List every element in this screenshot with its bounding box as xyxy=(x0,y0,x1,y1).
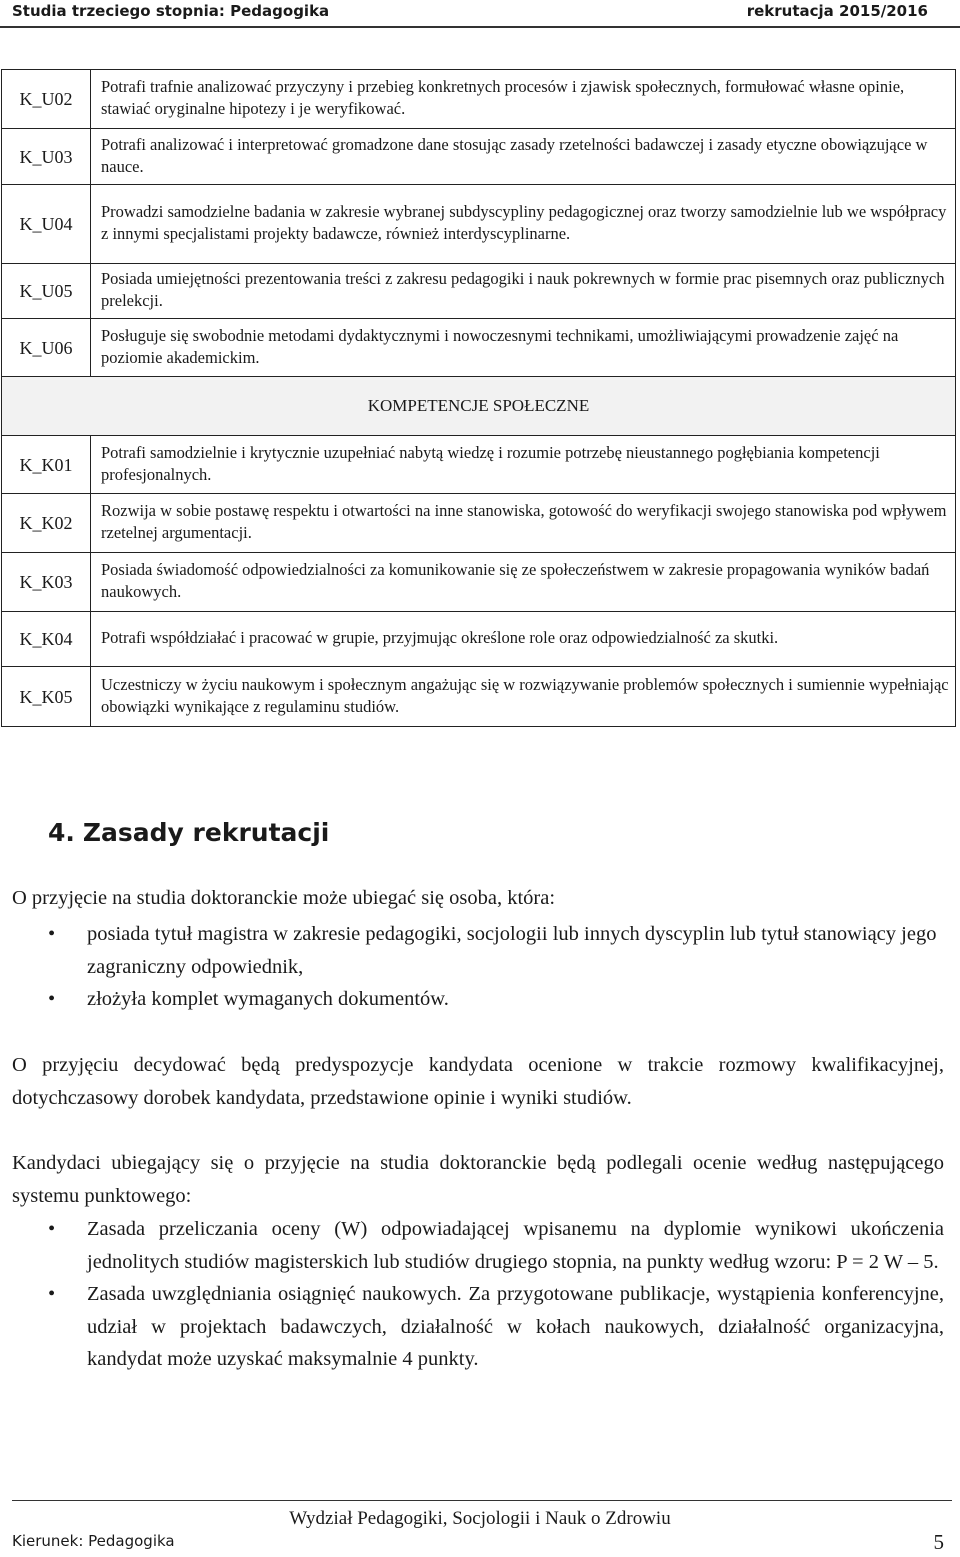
outcome-code: K_K01 xyxy=(2,436,91,494)
admission-decision-paragraph: O przyjęciu decydować będą predyspozycje kandydata ocenione w trakcie rozmowy kwalifikacyjnej, dotychczasowy dorobek kandydata, przedstawione opinie i wyniki studiów. xyxy=(12,1054,944,1109)
list-item xyxy=(0,1278,944,1376)
outcome-description: Potrafi współdziałać i pracować w grupie, przyjmując określone role oraz odpowiedzialność za skutki. xyxy=(91,612,956,667)
outcome-description: Potrafi samodzielnie i krytycznie uzupełniać nabytą wiedzę i rozumie potrzebę nieustannego pogłębiania kompetencji profesjonalnych. xyxy=(91,436,956,494)
bullet-icon: • xyxy=(48,923,56,945)
table-row xyxy=(2,264,956,319)
section-number: 4. xyxy=(48,818,75,847)
footer-divider xyxy=(12,1500,952,1501)
table-row xyxy=(2,319,956,377)
eligibility-list xyxy=(0,918,944,1016)
table-row xyxy=(2,436,956,494)
list-item-text: Zasada przeliczania oceny (W) odpowiadającej wpisanemu na dyplomie wynikowi ukończenia jednolitych studiów magisterskich lub studiów drugiego stopnia, na punkty według wzoru: P = 2 W – 5. xyxy=(87,1218,944,1273)
learning-outcomes-table xyxy=(1,69,956,727)
bullet-icon: • xyxy=(48,988,56,1010)
table-row xyxy=(2,70,956,129)
list-item-text: Zasada uwzględniania osiągnięć naukowych. Za przygotowane publikacje, wystąpienia konferencyjne, udział w projektach badawczych, działalność w kołach naukowych, działalność organizacyjna, kandydat może uzyskać maksymalnie 4 punkty. xyxy=(87,1283,944,1370)
table-row xyxy=(2,129,956,185)
section-title: KOMPETENCJE SPOŁECZNE xyxy=(2,377,956,436)
bullet-icon: • xyxy=(48,1283,56,1305)
list-item-text: posiada tytuł magistra w zakresie pedagogiki, socjologii lub innych dyscyplin lub tytuł stanowiący jego zagraniczny odpowiednik, xyxy=(87,923,937,978)
outcome-description: Prowadzi samodzielne badania w zakresie wybranej subdyscypliny pedagogicznej oraz tworzy samodzielnie lub we współpracy z innymi specjalistami projekty badawcze, również interdyscyplinarne. xyxy=(91,185,956,264)
table-row xyxy=(2,494,956,553)
outcome-code: K_K05 xyxy=(2,667,91,727)
list-item xyxy=(0,983,944,1016)
list-item-text: złożyła komplet wymaganych dokumentów. xyxy=(87,988,449,1010)
page-number: 5 xyxy=(933,1530,944,1554)
footer-program: Kierunek: Pedagogika xyxy=(12,1532,175,1550)
outcome-code: K_U03 xyxy=(2,129,91,185)
outcome-code: K_U05 xyxy=(2,264,91,319)
outcome-description: Potrafi trafnie analizować przyczyny i przebieg konkretnych procesów i zjawisk społecznych, formułować własne opinie, stawiać oryginalne hipotezy i je weryfikować. xyxy=(91,70,956,129)
table-row xyxy=(2,667,956,727)
bullet-icon: • xyxy=(48,1218,56,1240)
section-heading-title: Zasady rekrutacji xyxy=(82,818,330,847)
outcome-code: K_K02 xyxy=(2,494,91,553)
outcome-code: K_K03 xyxy=(2,553,91,612)
outcome-code: K_U04 xyxy=(2,185,91,264)
scoring-rules-list xyxy=(0,1213,944,1376)
list-item xyxy=(0,918,944,983)
section-heading xyxy=(48,818,329,847)
table-row xyxy=(2,185,956,264)
page-header xyxy=(0,0,960,28)
outcome-code: K_U02 xyxy=(2,70,91,129)
outcome-description: Posiada świadomość odpowiedzialności za komunikowanie się ze społeczeństwem w zakresie propagowania wyników badań naukowych. xyxy=(91,553,956,612)
section-header-row xyxy=(2,377,956,436)
scoring-intro-paragraph: Kandydaci ubiegający się o przyjęcie na studia doktoranckie będą podlegali ocenie według następującego systemu punktowego: xyxy=(12,1152,944,1207)
footer-faculty: Wydział Pedagogiki, Socjologii i Nauk o Zdrowiu xyxy=(289,1508,671,1529)
outcome-description: Rozwija w sobie postawę respektu i otwartości na inne stanowiska, gotowość do weryfikacji swojego stanowiska pod wpływem rzetelnej argumentacji. xyxy=(91,494,956,553)
table-row xyxy=(2,553,956,612)
outcome-description: Posługuje się swobodnie metodami dydaktycznymi i nowoczesnymi technikami, umożliwiającymi prowadzenie zajęć na poziomie akademickim. xyxy=(91,319,956,377)
outcome-description: Potrafi analizować i interpretować gromadzone dane stosując zasady rzetelności badawczej i zasady etyczne obowiązujące w nauce. xyxy=(91,129,956,185)
header-recruitment-year: rekrutacja 2015/2016 xyxy=(746,2,928,20)
outcome-code: K_U06 xyxy=(2,319,91,377)
outcome-description: Posiada umiejętności prezentowania treści z zakresu pedagogiki i nauk pokrewnych w formie prac pisemnych oraz publicznych prelekcji. xyxy=(91,264,956,319)
list-item xyxy=(0,1213,944,1278)
header-program-title: Studia trzeciego stopnia: Pedagogika xyxy=(12,2,330,20)
outcome-code: K_K04 xyxy=(2,612,91,667)
table-row xyxy=(2,612,956,667)
eligibility-intro: O przyjęcie na studia doktoranckie może ubiegać się osoba, która: xyxy=(12,887,556,909)
outcome-description: Uczestniczy w życiu naukowym i społecznym angażując się w rozwiązywanie problemów społecznych i sumiennie wypełniając obowiązki wynikające z regulaminu studiów. xyxy=(91,667,956,727)
